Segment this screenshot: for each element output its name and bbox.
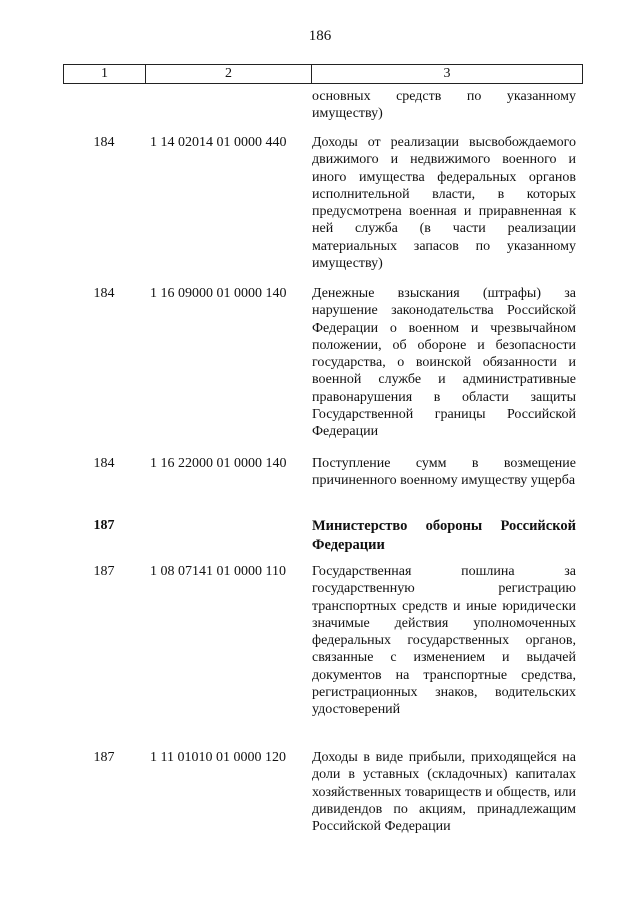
- revenue-code: 1 16 22000 01 0000 140: [150, 456, 287, 471]
- admin-code: 184: [93, 286, 115, 301]
- revenue-code: 1 14 02014 01 0000 440: [150, 135, 287, 150]
- revenue-description: Доходы от реализации высвобождаемого движимого и недвижимого военного и иного имущества федеральных органов исполнительной власти, в которых предусмотрена военная и приравненная к ней служба (в части реализации материальных запасов по указанному имуществу): [312, 135, 576, 272]
- admin-code: 187: [93, 750, 115, 765]
- revenue-description: Государственная пошлина за государственную регистрацию транспортных средств и иные юридически значимые действия уполномоченных федеральных государственных органов, связанные с изменением и выдачей документов на транспортные средства, регистрационных знаков, водительских удостоверений: [312, 564, 576, 718]
- admin-code: 187: [93, 564, 115, 579]
- continuation-text: основных средств по указанному имуществу): [312, 89, 576, 122]
- revenue-code: 1 08 07141 01 0000 110: [150, 564, 286, 579]
- column-header-2: 2: [146, 65, 312, 83]
- revenue-description: Поступление сумм в возмещение причиненного военному имуществу ущерба: [312, 456, 576, 489]
- admin-code: 184: [93, 135, 115, 150]
- revenue-description: Денежные взыскания (штрафы) за нарушение законодательства Российской Федерации о военном и чрезвычайном положении, об обороне и безопасности государства, о воинской обязанности и военной службе и административные правонарушения в области защиты Государственной границы Российской Федерации: [312, 286, 576, 440]
- column-header-row: [63, 64, 583, 84]
- revenue-description: Доходы в виде прибыли, приходящейся на доли в уставных (складочных) капиталах хозяйственных товариществ и обществ, или дивидендов по акциям, принадлежащим Российской Федерации: [312, 750, 576, 835]
- revenue-code: 1 16 09000 01 0000 140: [150, 286, 287, 301]
- page-number: 186: [308, 28, 332, 44]
- column-header-3: 3: [443, 66, 451, 81]
- column-header-1: 1: [64, 65, 146, 83]
- admin-code: 187: [93, 518, 115, 533]
- admin-code: 184: [93, 456, 115, 471]
- ministry-title: Министерство обороны Российской Федерации: [312, 518, 576, 553]
- revenue-code: 1 11 01010 01 0000 120: [150, 750, 286, 765]
